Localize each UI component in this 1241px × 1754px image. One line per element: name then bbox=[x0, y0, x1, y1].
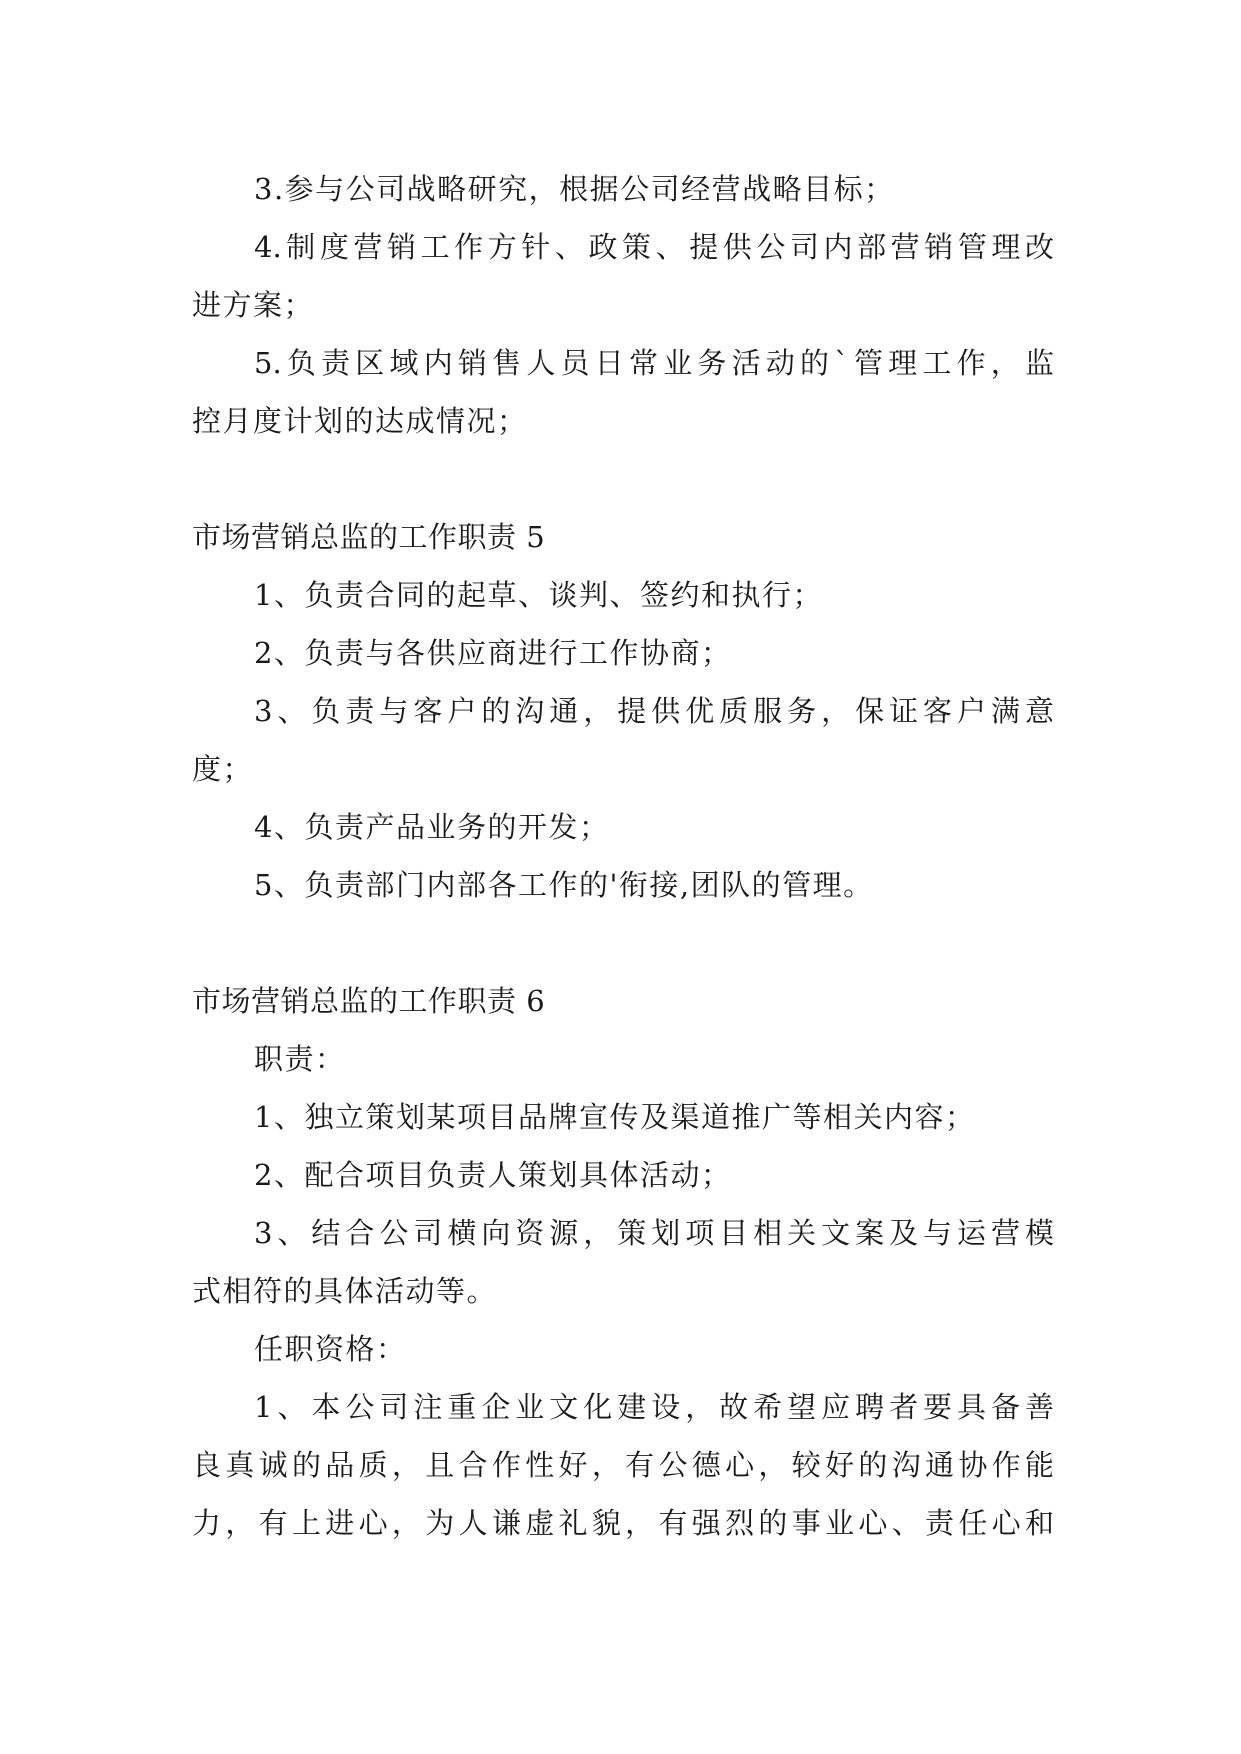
paragraph-line: 1、独立策划某项目品牌宣传及渠道推广等相关内容； bbox=[254, 1100, 976, 1134]
paragraph-line: 度； bbox=[192, 752, 254, 786]
paragraph-line: 控月度计划的达成情况； bbox=[192, 404, 528, 438]
paragraph-line: 2、负责与各供应商进行工作协商； bbox=[254, 636, 732, 670]
paragraph-line: 4.制度营销工作方针、政策、提供公司内部营销管理改 bbox=[254, 230, 1054, 264]
paragraph-line: 3、结合公司横向资源，策划项目相关文案及与运营模 bbox=[254, 1216, 1054, 1250]
subheading-qualifications: 任职资格： bbox=[254, 1332, 407, 1366]
paragraph-line: 3、负责与客户的沟通，提供优质服务，保证客户满意 bbox=[254, 694, 1054, 728]
paragraph-line: 良真诚的品质，且合作性好，有公德心，较好的沟通协作能 bbox=[192, 1448, 1054, 1482]
paragraph-line: 2、配合项目负责人策划具体活动； bbox=[254, 1158, 732, 1192]
paragraph-line: 5.负责区域内销售人员日常业务活动的`管理工作，监 bbox=[254, 346, 1054, 380]
document-body bbox=[192, 160, 1054, 1552]
paragraph-line: 5、负责部门内部各工作的'衔接,团队的管理。 bbox=[254, 868, 874, 902]
paragraph-line: 4、负责产品业务的开发； bbox=[254, 810, 610, 844]
paragraph-line: 1、本公司注重企业文化建设，故希望应聘者要具备善 bbox=[254, 1390, 1054, 1424]
section-gap bbox=[192, 914, 1054, 972]
section-gap bbox=[192, 450, 1054, 508]
paragraph-line: 1、负责合同的起草、谈判、签约和执行； bbox=[254, 578, 823, 612]
paragraph-line: 力，有上进心，为人谦虚礼貌，有强烈的事业心、责任心和 bbox=[192, 1506, 1054, 1540]
subheading-duties: 职责： bbox=[254, 1042, 346, 1076]
paragraph-line: 3.参与公司战略研究，根据公司经营战略目标； bbox=[254, 172, 895, 206]
paragraph-line: 式相符的具体活动等。 bbox=[192, 1274, 498, 1308]
section-heading-6: 市场营销总监的工作职责 6 bbox=[192, 984, 546, 1018]
section-heading-5: 市场营销总监的工作职责 5 bbox=[192, 520, 546, 554]
paragraph-line: 进方案； bbox=[192, 288, 315, 322]
